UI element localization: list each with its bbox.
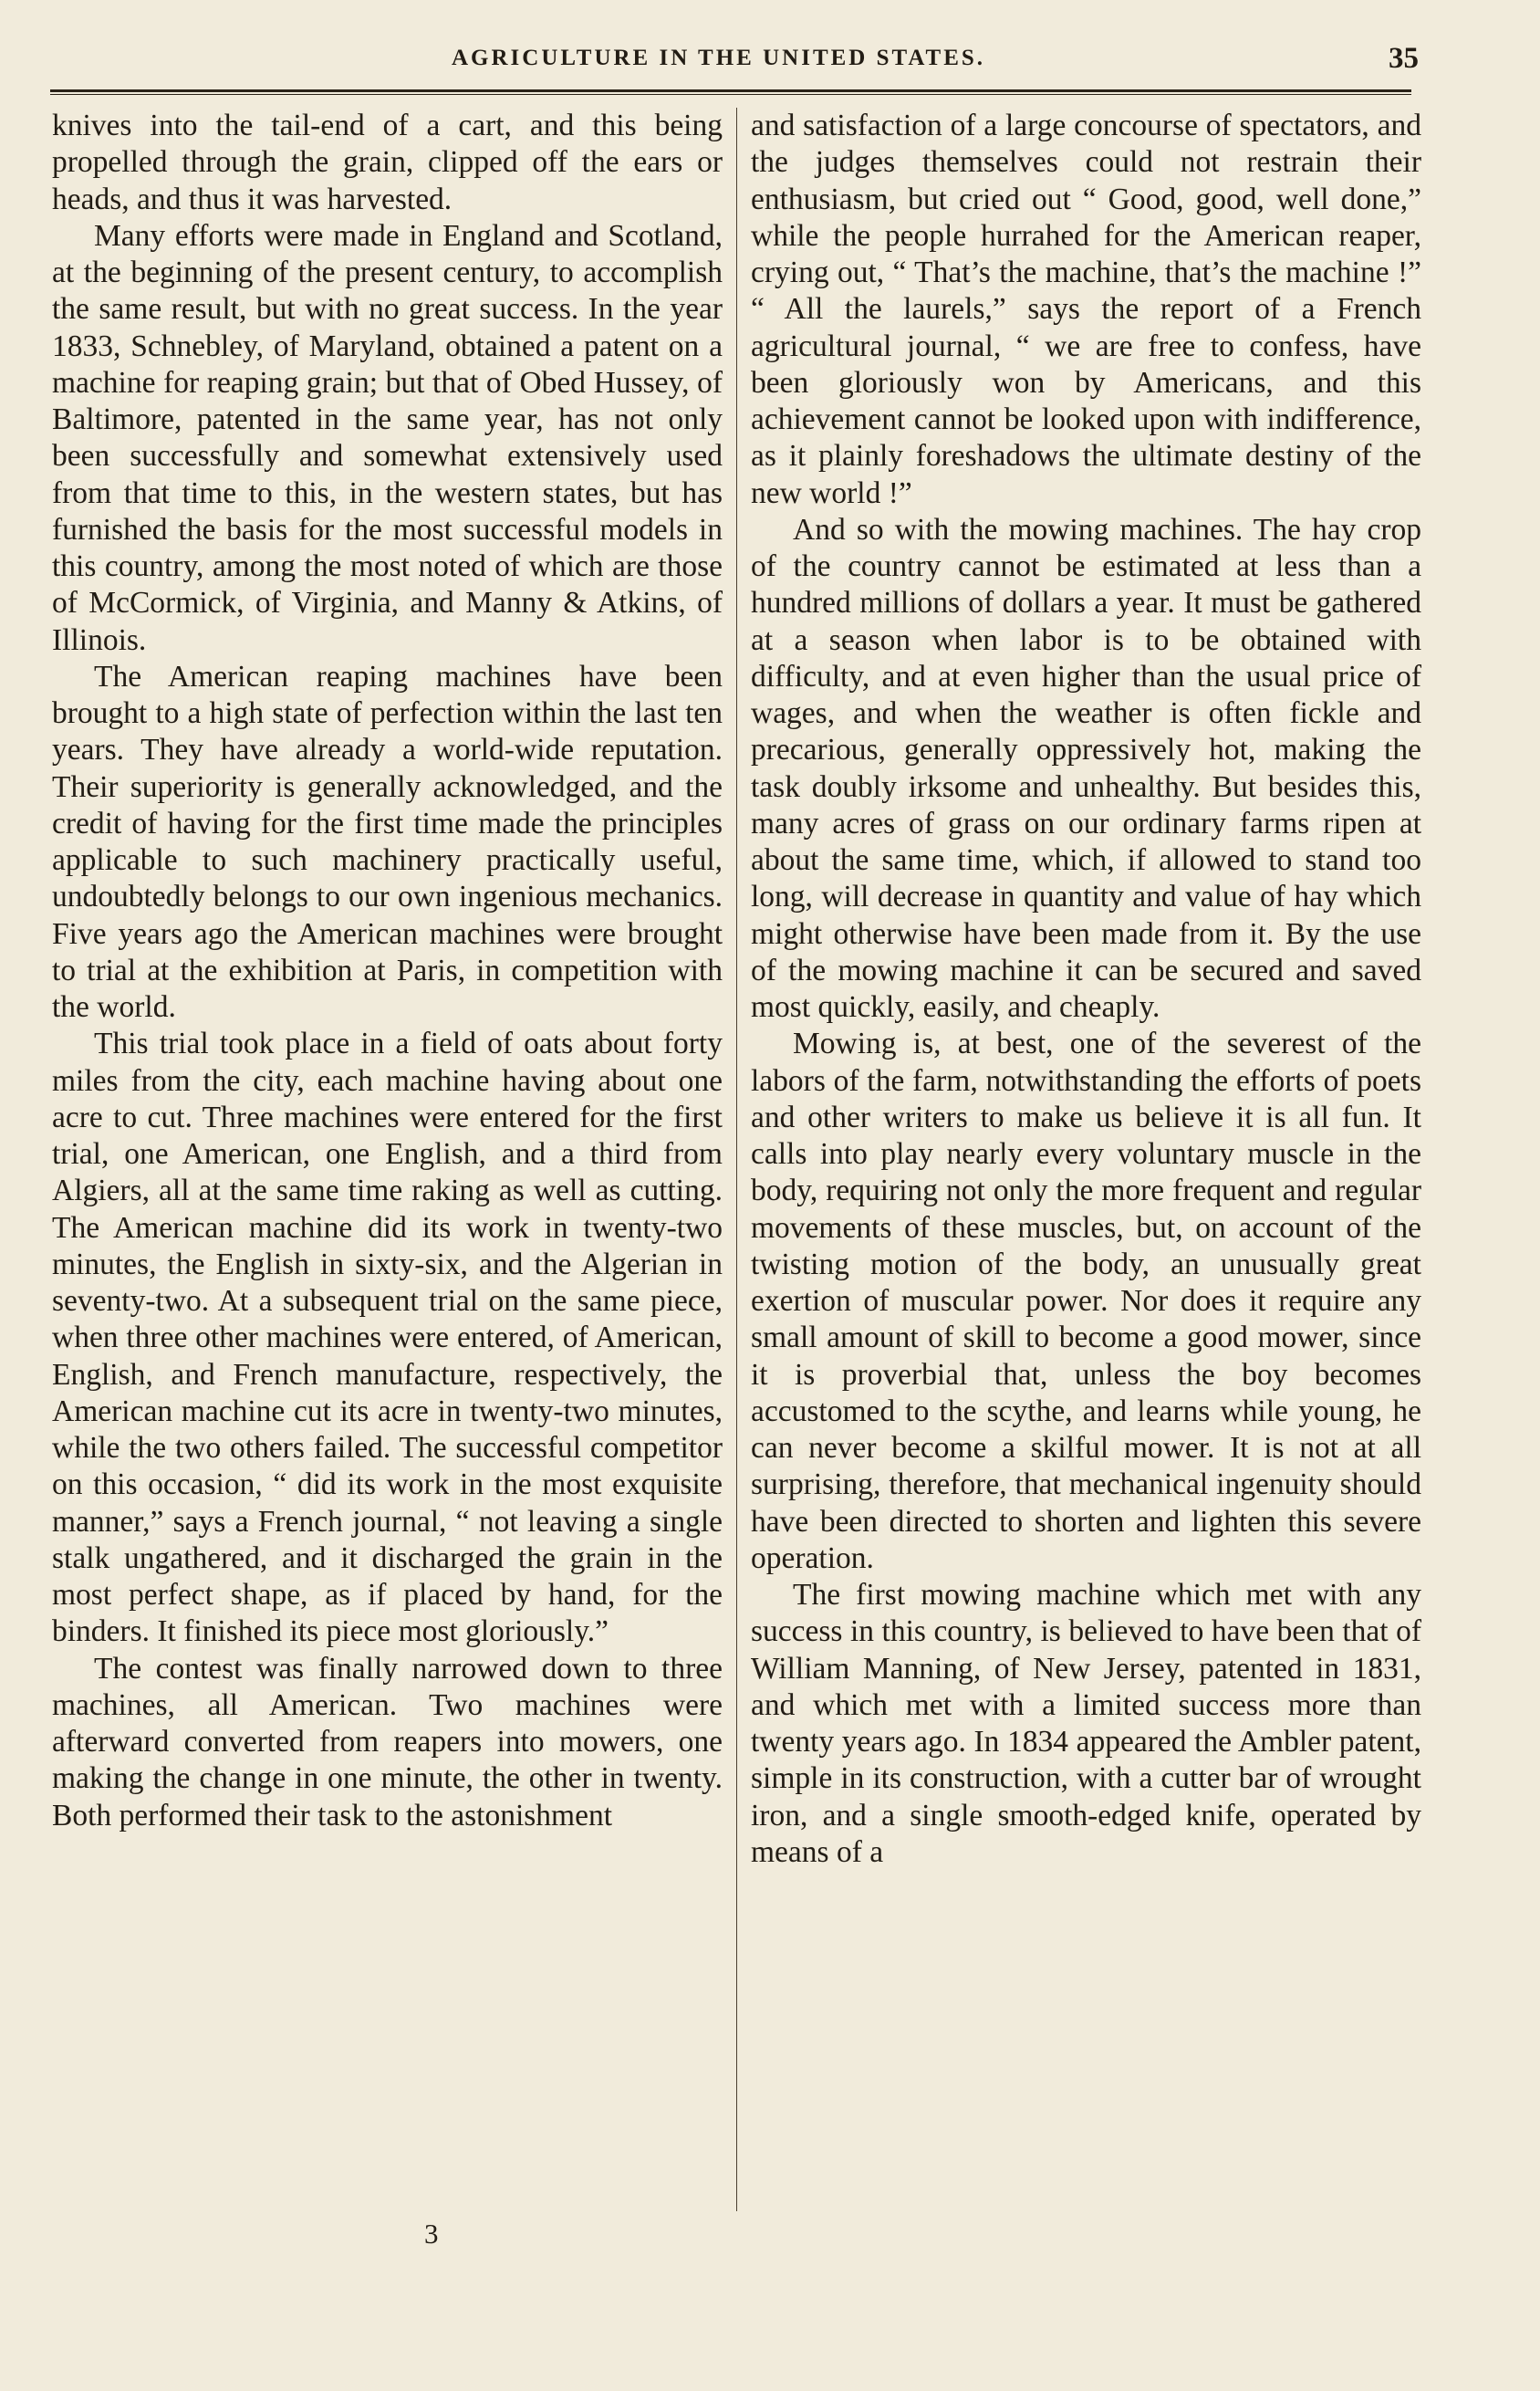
signature-mark: 3 [424, 2218, 439, 2250]
running-head [50, 42, 1419, 82]
paragraph: and satisfaction of a large concourse of spectators, and the judges themselves could not restrain their enthusiasm, but cried out “ Good, good, well done,” while the people hurrahed for the American reaper, crying out, “ That’s the machine, that’s the machine !” “ All the laurels,” says the report of a French agricultural journal, “ we are free to confess, have been gloriously won by Americans, and this achievement cannot be looked upon with indifference, as it plainly foreshadows the ultimate destiny of the new world !” [751, 109, 1421, 510]
paragraph: The first mowing machine which met with any success in this country, is believed to have been that of William Manning, of New Jersey, patented in 1831, and which met with a limited success more than twenty years ago. In 1834 appeared the Ambler patent, simple in its construction, with a cutter bar of wrought iron, and a single smooth-edged knife, operated by means of a [751, 1578, 1421, 1869]
right-column [751, 108, 1421, 1871]
column-divider [736, 108, 737, 2211]
paragraph: This trial took place in a field of oats about forty miles from the city, each machine having about one acre to cut. Three machines were entered for the first trial, one American, one English, and a third from Algiers, all at the same time raking as well as cutting. The American machine did its work in twenty-two minutes, the English in sixty-six, and the Algerian in seventy-two. At a subsequent trial on the same piece, when three other machines were entered, of American, English, and French manufacture, respectively, the American machine cut its acre in twenty-two minutes, while the two others failed. The successful competitor on this occasion, “ did its work in the most exquisite manner,” says a French journal, “ not leaving a single stalk ungathered, and it discharged the grain in the most perfect shape, as if placed by hand, for the binders. It finished its piece most gloriously.” [52, 1027, 723, 1649]
running-title: AGRICULTURE IN THE UNITED STATES. [452, 46, 986, 70]
paragraph: knives into the tail-end of a cart, and this being propelled through the grain, clipped off the ears or heads, and thus it was harvested. [52, 109, 723, 216]
paragraph: The contest was finally narrowed down to three machines, all American. Two machines were afterward converted from reapers into mowers, one making the change in one minute, the other in twenty. Both performed their task to the astonishment [52, 1651, 723, 1832]
paragraph: And so with the mowing machines. The hay crop of the country cannot be estimated at less than a hundred millions of dollars a year. It must be gathered at a season when labor is to be obtained with difficulty, and at even higher than the usual price of wages, and when the weather is often fickle and precarious, generally oppressively hot, making the task doubly irksome and unhealthy. But besides this, many acres of grass on our ordinary farms ripen at about the same time, which, if allowed to stand too long, will decrease in quantity and value of hay which might otherwise have been made from it. By the use of the mowing machine it can be secured and saved most quickly, easily, and cheaply. [751, 512, 1421, 1024]
paragraph: Mowing is, at best, one of the severest of the labors of the farm, notwithstanding the efforts of poets and other writers to make us believe it is all fun. It calls into play nearly every voluntary muscle in the body, requiring not only the more frequent and regular movements of these muscles, but, on account of the twisting motion of the body, an unusually great exertion of muscular power. Nor does it require any small amount of skill to become a good mower, since it is proverbial that, unless the boy becomes accustomed to the scythe, and learns while young, he can never become a skilful mower. It is not at all surprising, therefore, that mechanical ingenuity should have been directed to shorten and lighten this severe operation. [751, 1027, 1421, 1575]
paragraph: Many efforts were made in England and Scotland, at the beginning of the present century, to accomplish the same result, but with no great success. In the year 1833, Schnebley, of Maryland, obtained a patent on a machine for reaping grain; but that of Obed Hussey, of Baltimore, patented in the same year, has not only been successfully and somewhat extensively used from that time to this, in the western states, but has furnished the basis for the most successful models in this country, among the most noted of which are those of McCormick, of Virginia, and Manny & Atkins, of Illinois. [52, 218, 723, 657]
header-rule [50, 89, 1411, 94]
header-rule-thin [50, 94, 1411, 95]
header-rule-thick [50, 89, 1411, 92]
left-column [52, 108, 723, 1834]
page-number: 35 [1389, 42, 1419, 75]
paragraph: The American reaping machines have been brought to a high state of perfection within the last ten years. They have already a world-wide reputation. Their superiority is generally acknowledged, and the credit of having for the first time made the principles applicable to such machinery practically useful, undoubtedly belongs to our own ingenious mechanics. Five years ago the American machines were brought to trial at the exhibition at Paris, in competition with the world. [52, 659, 723, 1024]
